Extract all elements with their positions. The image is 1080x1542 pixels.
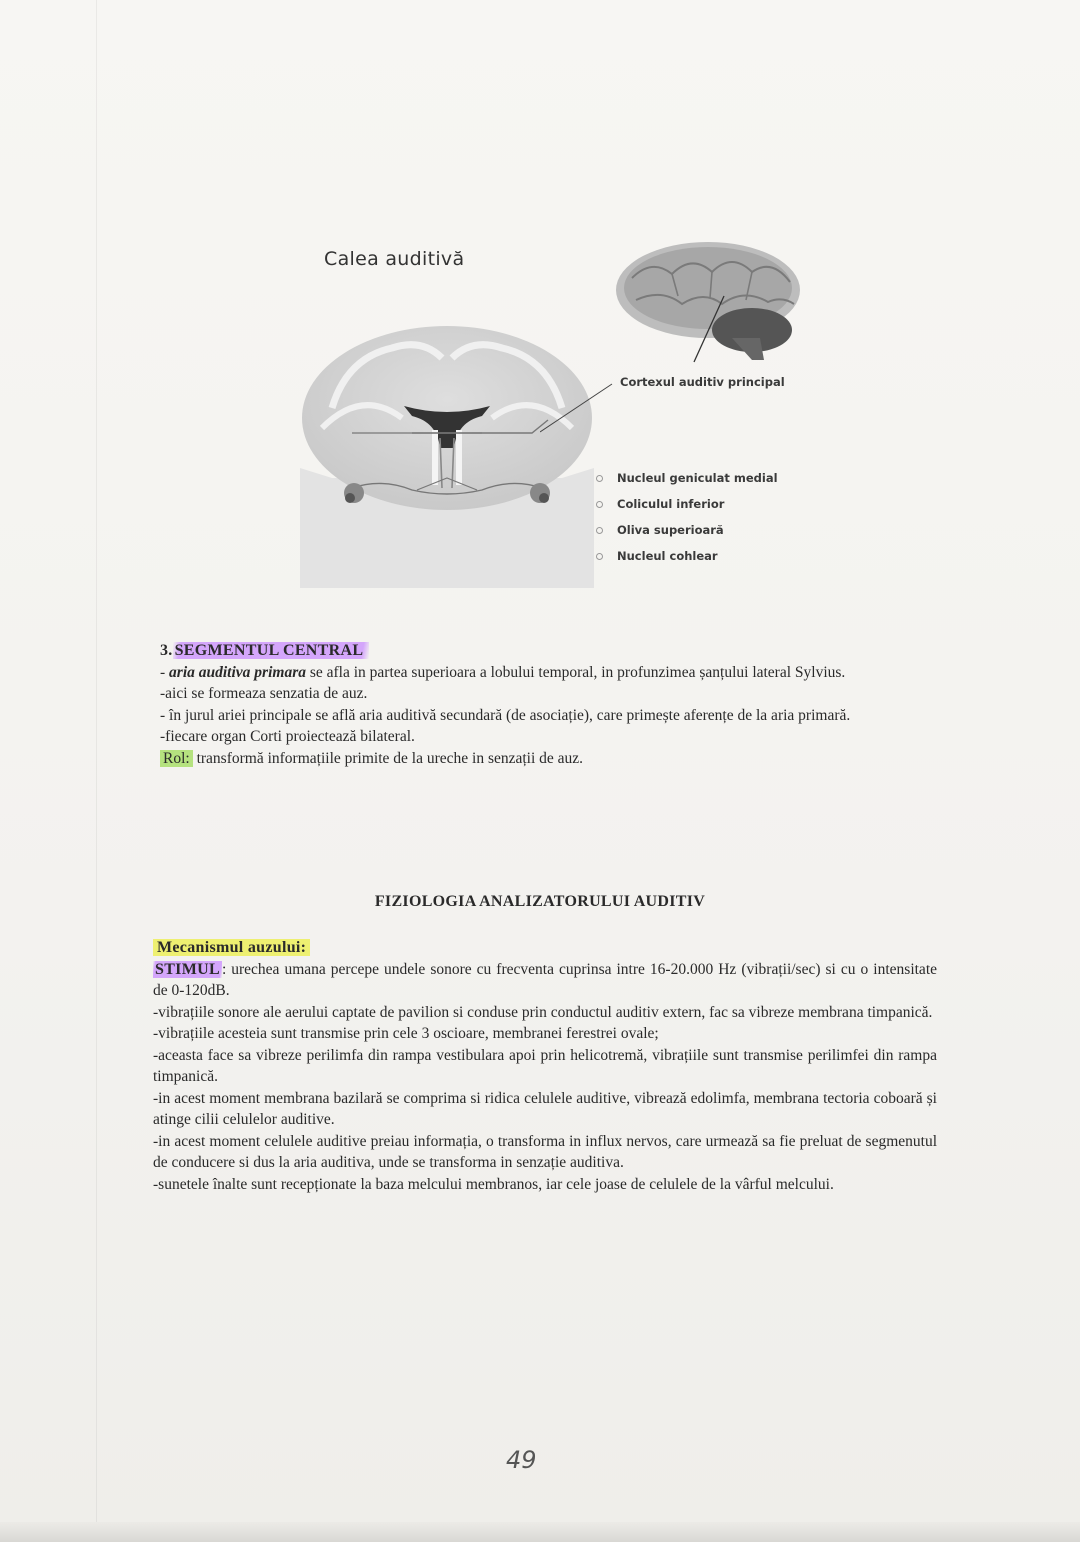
paragraph-lead: - xyxy=(160,663,170,681)
paragraph xyxy=(153,959,937,1002)
term-aria-auditiva: aria auditiva primara xyxy=(169,663,306,681)
legend-label: Coliculul inferior xyxy=(617,497,725,511)
coronal-brain-section-illustration xyxy=(292,318,602,588)
paragraph: -in acest moment celulele auditive preiau informația, o transforma in influx nervos, care urmează sa fie preluat de segmenutul de conducere si dus la aria auditiva, unde se transforma in senzație auditiva. xyxy=(153,1132,937,1171)
legend-item xyxy=(596,465,778,491)
legend-item xyxy=(596,491,778,517)
fiziologia-title: FIZIOLOGIA ANALIZATORULUI AUDITIV xyxy=(374,893,706,910)
section-number: 3. xyxy=(160,642,173,659)
paragraph: -aceasta face sa vibreze perilimfa din rampa vestibulara apoi prin helicotremă, vibrațiile sunt transmise perilimfei din rampa timpanică. xyxy=(153,1046,937,1085)
legend-label: Nucleul geniculat medial xyxy=(617,471,778,485)
paragraph: -vibrațiile sonore ale aerului captate de pavilion si conduse prin conductul auditiv extern, fac sa vibreze membrana timpanică. xyxy=(153,1003,933,1021)
paragraph: - în jurul ariei principale se află aria auditivă secundară (de asociație), care primește aferențe de la aria primară. xyxy=(160,706,851,724)
rol-label: Rol: xyxy=(160,750,193,767)
paragraph: -sunetele înalte sunt recepționate la baza melcului membranos, iar cele joase de celulele de la vârful melcului. xyxy=(153,1175,834,1193)
paragraph-text: se afla in partea superioara a lobului temporal, in profunzimea șanțului lateral Sylvius. xyxy=(305,663,846,681)
legend-dot-icon xyxy=(596,553,603,560)
rol-text: transformă informațiile primite de la ureche in senzații de auz. xyxy=(192,749,584,767)
brain-lateral-illustration xyxy=(612,238,808,364)
legend-label: Oliva superioară xyxy=(617,523,724,537)
stimul-label: STIMUL xyxy=(155,960,220,978)
paragraph: -in acest moment membrana bazilară se comprima si ridica celulele auditive, vibrează edolimfa, membrana tectoria coboară și atinge cilii celulelor auditive. xyxy=(153,1089,937,1128)
mecanism-label: Mecanismul auzului: xyxy=(153,939,310,956)
legend-label: Nucleul cohlear xyxy=(617,549,718,563)
segment-central-section xyxy=(160,640,940,769)
paragraph: -vibrațiile acesteia sunt transmise prin cele 3 oscioare, membranei ferestrei ovale; xyxy=(153,1025,659,1042)
paragraph: -fiecare organ Corti proiectează bilateral. xyxy=(160,728,415,745)
section-heading-text: SEGMENTUL CENTRAL xyxy=(173,642,370,659)
paragraph xyxy=(160,748,940,770)
page-number: 49 xyxy=(506,1446,537,1474)
stimul-text: : urechea umana percepe undele sonore cu frecventa cuprinsa intre 16-20.000 Hz (vibrații/sec) si cu o intensitate de 0-120dB. xyxy=(153,960,937,999)
legend-item xyxy=(596,543,778,569)
mecanism-heading xyxy=(153,937,937,959)
fiziologia-section xyxy=(153,937,937,1195)
legend-item xyxy=(596,517,778,543)
legend-dot-icon xyxy=(596,501,603,508)
cortex-leader-line xyxy=(540,380,620,440)
figure-legend xyxy=(596,465,778,569)
figure-title: Calea auditivă xyxy=(324,248,465,270)
paragraph xyxy=(160,662,940,684)
cortex-label: Cortexul auditiv principal xyxy=(620,375,785,389)
section-heading xyxy=(160,640,940,662)
page-fold-line xyxy=(96,0,97,1542)
page-bottom-edge xyxy=(0,1522,1080,1542)
legend-dot-icon xyxy=(596,527,603,534)
legend-dot-icon xyxy=(596,475,603,482)
paragraph: -aici se formeaza senzatia de auz. xyxy=(160,685,368,702)
